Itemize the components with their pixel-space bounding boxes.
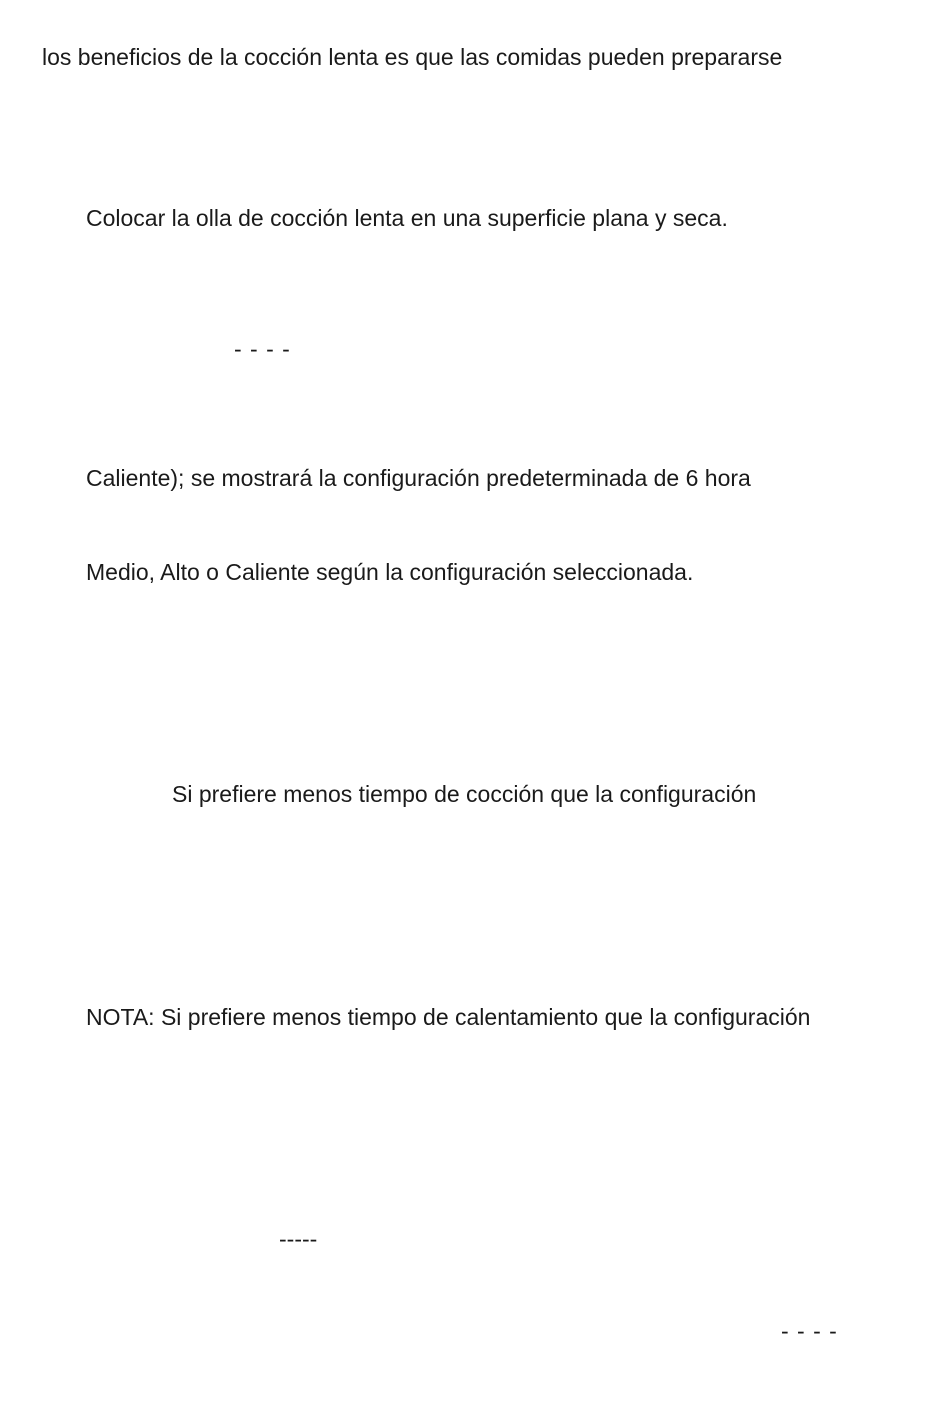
text-line-place-cooker: Colocar la olla de cocción lenta en una superficie plana y seca. [86, 205, 728, 231]
text-line-default-setting: Caliente); se mostrará la configuración predeterminada de 6 hora [86, 465, 751, 491]
display-dashes-bottom: - - - - [781, 1318, 838, 1344]
text-line-settings-levels: Medio, Alto o Caliente según la configuración seleccionada. [86, 559, 694, 585]
text-line-less-cooking-time: Si prefiere menos tiempo de cocción que la configuración [172, 781, 757, 807]
display-dashes-solid: ----- [279, 1226, 318, 1252]
text-line-benefits: los beneficios de la cocción lenta es que las comidas pueden prepararse [42, 44, 783, 70]
display-dashes: - - - - [234, 336, 291, 362]
text-line-note-warming: NOTA: Si prefiere menos tiempo de calentamiento que la configuración [86, 1004, 811, 1030]
